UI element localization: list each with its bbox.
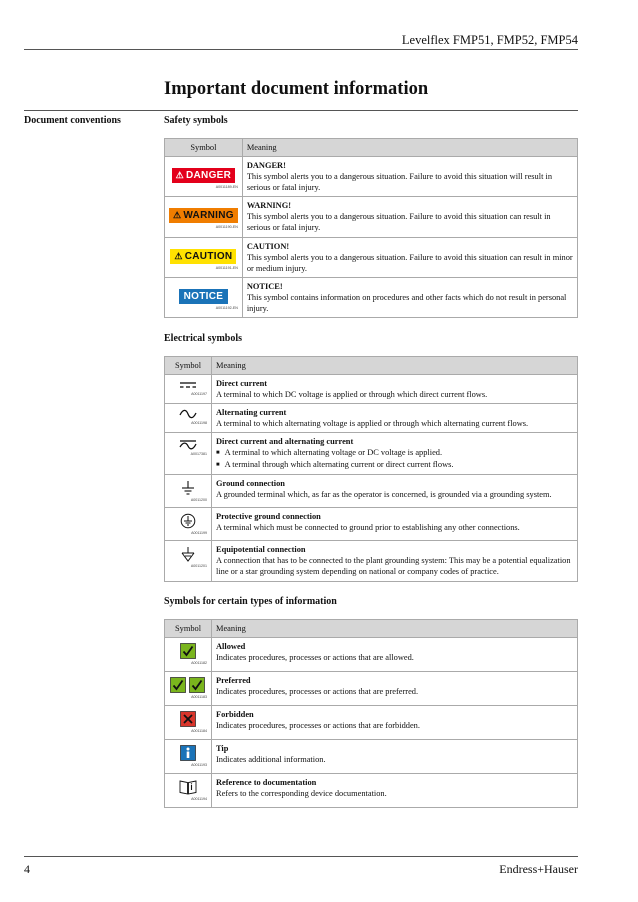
row-text: This symbol alerts you to a dangerous situation. Failure to avoid this situation can result in minor or medium injury.: [246, 252, 573, 273]
figure-code: A0011184: [191, 729, 207, 733]
footer-rule: [24, 856, 578, 857]
table-row: [165, 475, 578, 508]
bullet-list: [216, 447, 573, 471]
table-row: [165, 541, 578, 581]
figure-code: A0017381: [190, 452, 207, 457]
row-title: WARNING!: [246, 201, 292, 211]
figure-code: A0011190-EN: [215, 225, 238, 230]
col-meaning: Meaning: [242, 139, 577, 157]
ground-icon: [180, 480, 196, 496]
col-symbol: Symbol: [165, 139, 243, 157]
row-text: Indicates additional information.: [216, 755, 326, 765]
col-meaning: Meaning: [212, 357, 578, 375]
table-row: [165, 774, 578, 808]
information-symbols-table: [164, 619, 578, 808]
row-title: NOTICE!: [246, 281, 283, 291]
dc-ac-icon: [179, 438, 197, 450]
electrical-symbols-heading: Electrical symbols: [164, 333, 243, 344]
row-text: Indicates procedures, processes or actions that are forbidden.: [216, 721, 420, 731]
table-row: [165, 277, 578, 317]
table-row: [165, 375, 578, 404]
figure-code: A0011189-EN: [215, 185, 238, 190]
figure-code: A0011183: [191, 695, 207, 699]
table-row: [165, 740, 578, 774]
figure-code: A0011182: [191, 661, 207, 665]
table-row: [165, 404, 578, 433]
col-symbol: Symbol: [165, 357, 212, 375]
list-item: ■ A terminal through which alternating current or direct current flows.: [216, 459, 573, 471]
row-text: Refers to the corresponding device documentation.: [216, 789, 387, 799]
row-title: Alternating current: [216, 408, 287, 418]
figure-code: A0011197: [191, 392, 207, 396]
table-row: [165, 638, 578, 672]
information-symbols-heading: Symbols for certain types of information: [164, 596, 337, 607]
running-header: Levelflex FMP51, FMP52, FMP54: [401, 33, 578, 47]
equipotential-icon: [180, 546, 196, 562]
figure-code: A0011192-EN: [215, 306, 238, 311]
figure-code: A0011198: [191, 421, 207, 426]
row-text: A terminal which must be connected to ground prior to establishing any other connections.: [216, 523, 520, 533]
double-checkmark-icon: [170, 677, 206, 693]
direct-current-icon: [179, 380, 197, 390]
side-heading: Document conventions: [24, 115, 121, 126]
info-icon: [180, 745, 196, 761]
protective-ground-icon: [180, 513, 196, 529]
figure-code: A0011194: [191, 797, 207, 801]
figure-code: A0011201: [190, 564, 207, 569]
table-row: [165, 672, 578, 706]
cross-icon: [180, 711, 196, 727]
page-title: Important document information: [164, 79, 429, 99]
row-title: Forbidden: [216, 710, 254, 719]
table-row: [165, 237, 578, 277]
table-row: [165, 433, 578, 475]
row-title: Direct current and alternating current: [216, 437, 354, 447]
row-text: A grounded terminal which, as far as the operator is concerned, is grounded via a grounding system.: [216, 490, 552, 500]
row-title: Tip: [216, 744, 229, 753]
col-symbol: Symbol: [165, 620, 212, 638]
row-text: Indicates procedures, processes or actions that are preferred.: [216, 687, 419, 697]
figure-code: A0011193: [191, 763, 207, 767]
row-title: DANGER!: [246, 161, 286, 170]
table-row: [165, 508, 578, 541]
row-title: Ground connection: [216, 479, 285, 489]
table-row: [165, 706, 578, 740]
checkmark-icon: [180, 643, 196, 659]
row-text: A terminal to which DC voltage is applied or through which direct current flows.: [216, 390, 488, 400]
danger-badge: ⚠ DANGER: [172, 168, 236, 183]
brand-name: Endress+Hauser: [499, 862, 578, 876]
row-title: Preferred: [216, 676, 251, 685]
row-text: A connection that has to be connected to the plant grounding system: This may be a potential equalization line or a star grounding system depending on national or company codes of practice.: [216, 556, 571, 577]
book-icon: [179, 779, 197, 795]
section-rule: [24, 110, 578, 111]
row-text: This symbol contains information on procedures and other facts which do not result in personal injury.: [246, 292, 567, 314]
row-title: CAUTION!: [246, 241, 290, 251]
row-title: Reference to documentation: [216, 778, 317, 787]
figure-code: A0011191-EN: [215, 265, 238, 270]
electrical-symbols-table: [164, 356, 578, 582]
safety-symbols-table: [164, 138, 578, 318]
figure-code: A0011199: [191, 531, 207, 536]
col-meaning: Meaning: [212, 620, 578, 638]
caution-badge: ⚠ CAUTION: [170, 249, 236, 264]
row-text: This symbol alerts you to a dangerous situation. Failure to avoid this situation can result in serious or fatal injury.: [246, 212, 551, 233]
header-rule: [24, 49, 578, 50]
page-number: 4: [24, 862, 30, 876]
figure-code: A0011200: [190, 498, 207, 503]
list-item: ■ A terminal to which alternating voltage or DC voltage is applied.: [216, 447, 573, 459]
alternating-current-icon: [179, 409, 197, 419]
row-title: Allowed: [216, 642, 246, 651]
notice-badge: NOTICE: [179, 289, 229, 304]
table-row: [165, 197, 578, 237]
row-title: Protective ground connection: [216, 512, 321, 522]
safety-symbols-heading: Safety symbols: [164, 115, 228, 126]
row-title: Equipotential connection: [216, 545, 306, 555]
row-text: A terminal to which alternating voltage is applied or through which alternating current flows.: [216, 419, 529, 429]
warning-badge: ⚠ WARNING: [169, 208, 238, 223]
row-text: This symbol alerts you to a dangerous situation. Failure to avoid this situation will result in serious or fatal injury.: [246, 172, 553, 193]
row-text: Indicates procedures, processes or actions that are allowed.: [216, 653, 414, 663]
table-row: [165, 157, 578, 197]
row-title: Direct current: [216, 379, 268, 388]
